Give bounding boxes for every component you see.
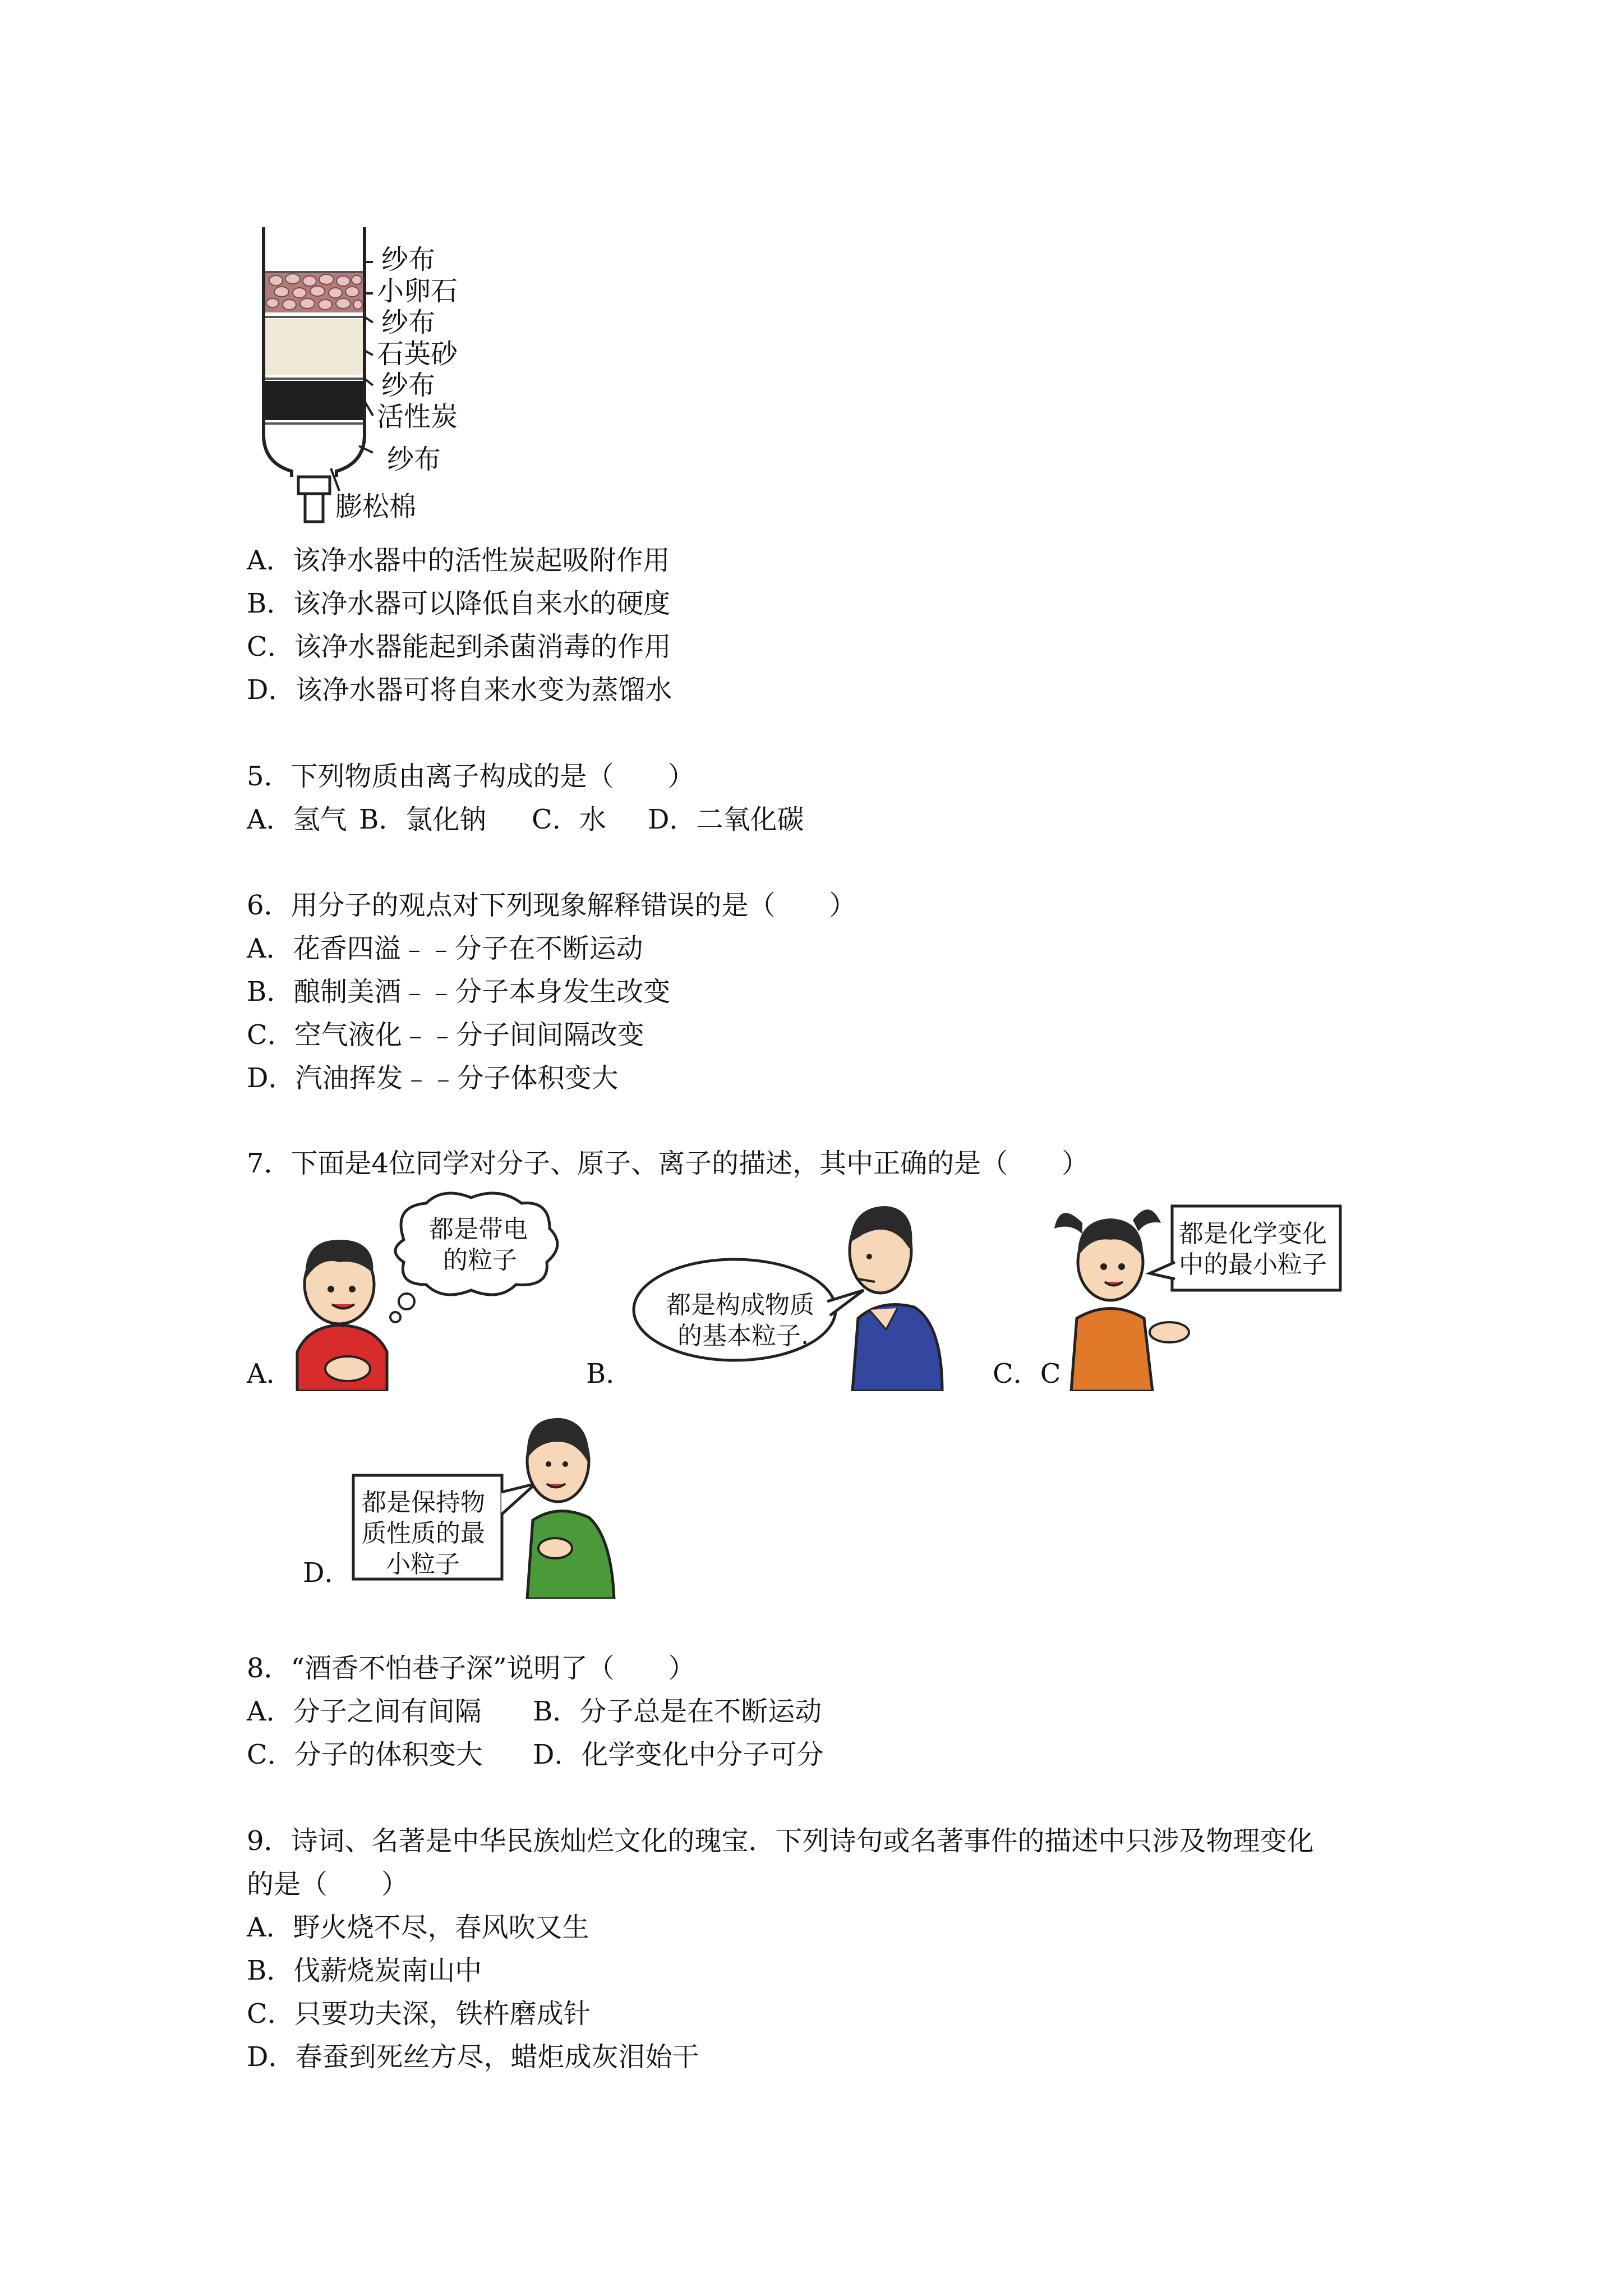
q4-option-d: D．该净水器可将自来水变为蒸馏水 bbox=[247, 674, 672, 706]
filter-label-pebbles: 小卵石 bbox=[377, 275, 458, 307]
q6-stem: 6．用分子的观点对下列现象解释错误的是（ ） bbox=[247, 890, 856, 921]
q7-label-b: B． bbox=[586, 1358, 633, 1389]
q4-option-b: B．该净水器可以降低自来水的硬度 bbox=[247, 588, 671, 619]
q6-option-a: A．花香四溢﹣﹣分子在不断运动 bbox=[247, 933, 643, 964]
q4-option-c: C．该净水器能起到杀菌消毒的作用 bbox=[247, 631, 671, 662]
bubble-d-line-3: 小粒子 bbox=[386, 1550, 460, 1579]
q5-stem: 5．下列物质由离子构成的是（ ） bbox=[247, 761, 695, 792]
filter-label-gauze-2: 纱布 bbox=[381, 307, 436, 338]
filter-label-quartz-sand: 石英砂 bbox=[377, 338, 458, 370]
q6-option-b: B．酿制美酒﹣﹣分子本身发生改变 bbox=[247, 976, 671, 1007]
q9-option-b: B．伐薪烧炭南山中 bbox=[247, 1955, 482, 1986]
q9-option-d: D．春蚕到死丝方尽，蜡炬成灰泪始干 bbox=[247, 2041, 699, 2073]
q8-option-c: C．分子的体积变大 bbox=[247, 1739, 483, 1770]
q6-option-c: C．空气液化﹣﹣分子间间隔改变 bbox=[247, 1019, 644, 1051]
q4-option-a: A．该净水器中的活性炭起吸附作用 bbox=[247, 545, 670, 576]
bubble-c-line-1: 都是化学变化 bbox=[1179, 1220, 1327, 1248]
bubble-a-line-1: 都是带电 bbox=[429, 1215, 528, 1244]
q5-option-d: D．二氧化碳 bbox=[648, 804, 804, 835]
filter-label-gauze-3: 纱布 bbox=[381, 370, 436, 401]
q9-stem-line-1: 9．诗词、名著是中华民族灿烂文化的瑰宝．下列诗句或名著事件的描述中只涉及物理变化 bbox=[247, 1825, 1314, 1857]
q6-option-d: D．汽油挥发﹣﹣分子体积变大 bbox=[247, 1062, 619, 1094]
q8-option-b: B．分子总是在不断运动 bbox=[533, 1696, 822, 1727]
q7-label-c: C．C bbox=[993, 1358, 1061, 1389]
q5-option-a: A．氢气 bbox=[247, 804, 347, 835]
q7-label-a: A． bbox=[247, 1358, 293, 1389]
bubble-c-line-2: 中的最小粒子 bbox=[1179, 1250, 1327, 1279]
bubble-d-line-1: 都是保持物 bbox=[362, 1488, 485, 1517]
q5-option-c: C．水 bbox=[532, 804, 606, 835]
q5-option-b: B．氯化钠 bbox=[359, 804, 487, 835]
q9-option-a: A．野火烧不尽，春风吹又生 bbox=[247, 1912, 589, 1943]
q8-option-d: D．化学变化中分子可分 bbox=[533, 1739, 824, 1770]
q7-label-d: D． bbox=[303, 1557, 352, 1589]
filter-label-gauze-1: 纱布 bbox=[381, 244, 436, 275]
q9-option-c: C．只要功夫深，铁杵磨成针 bbox=[247, 1998, 591, 2030]
q8-option-a: A．分子之间有间隔 bbox=[247, 1696, 482, 1727]
filter-label-cotton: 膨松棉 bbox=[335, 491, 417, 522]
bubble-a-line-2: 的粒子 bbox=[443, 1246, 517, 1274]
q8-stem: 8．“酒香不怕巷子深”说明了（ ） bbox=[247, 1653, 695, 1684]
q7-stem: 7．下面是4位同学对分子、原子、离子的描述，其中正确的是（ ） bbox=[247, 1148, 1089, 1179]
filter-label-activated-carbon: 活性炭 bbox=[377, 401, 458, 432]
bubble-b-line-2: 的基本粒子. bbox=[677, 1322, 809, 1350]
filter-label-gauze-4: 纱布 bbox=[387, 444, 441, 475]
bubble-b-line-1: 都是构成物质 bbox=[666, 1291, 814, 1319]
q9-stem-line-2: 的是（ ） bbox=[247, 1869, 409, 1900]
bubble-d-line-2: 质性质的最 bbox=[362, 1519, 485, 1548]
